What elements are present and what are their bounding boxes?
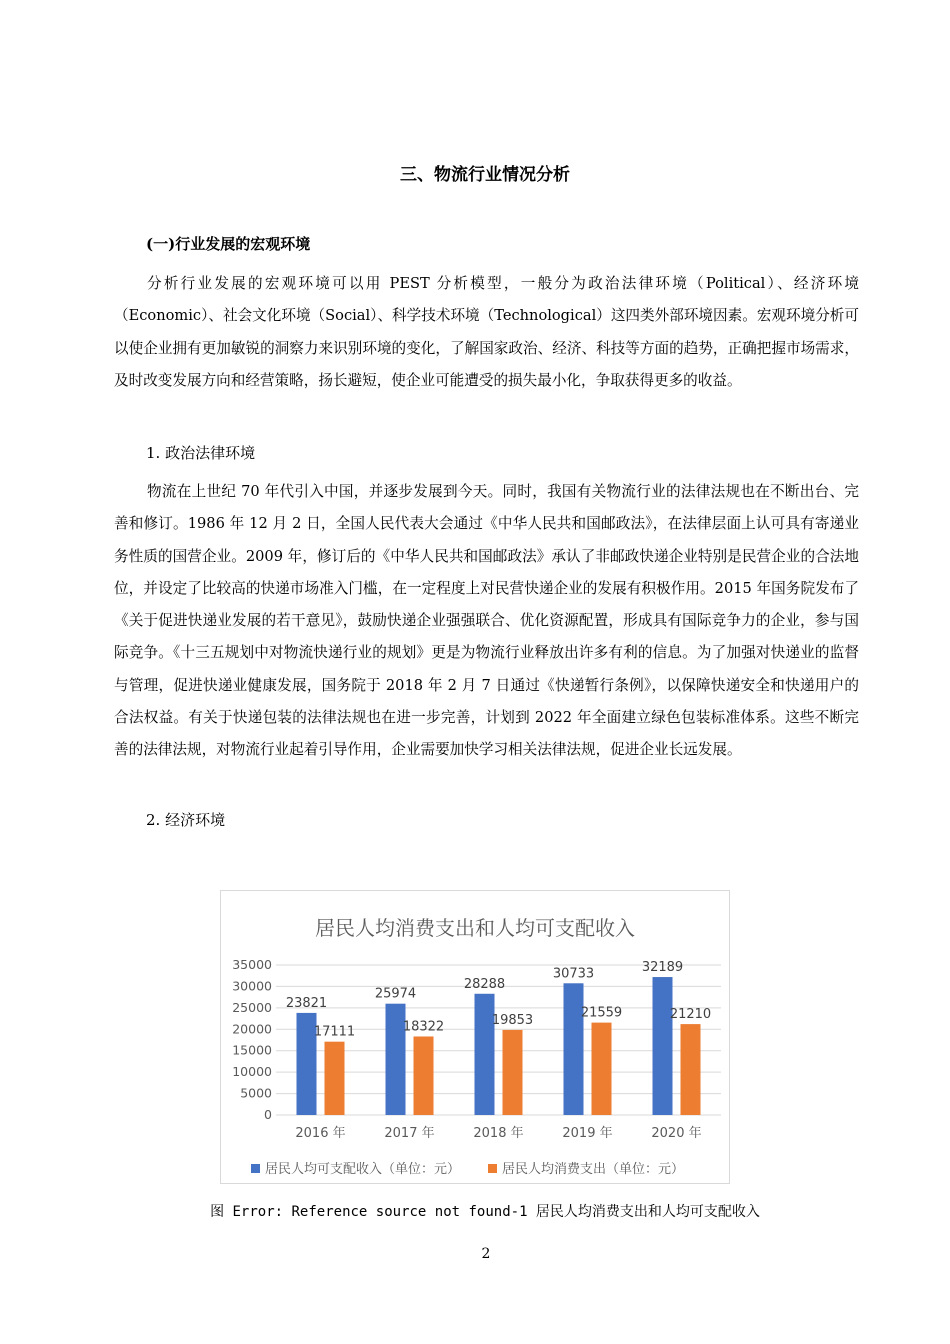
y-tick-label: 10000 xyxy=(232,1064,272,1080)
y-tick-label: 15000 xyxy=(232,1042,272,1058)
x-tick-label: 2016 年 xyxy=(295,1126,346,1141)
y-tick-label: 35000 xyxy=(232,957,272,972)
x-tick-label: 2019 年 xyxy=(562,1126,613,1141)
legend-label: 居民人均消费支出（单位：元） xyxy=(502,1162,685,1177)
data-label: 28288 xyxy=(463,976,506,992)
bar-income xyxy=(564,983,584,1115)
heading-political-legal: 1. 政治法律环境 xyxy=(146,444,256,462)
data-label: 30733 xyxy=(552,966,595,982)
bar-consumption xyxy=(592,1023,612,1115)
chart-title: 居民人均消费支出和人均可支配收入 xyxy=(315,916,635,940)
bar-income xyxy=(653,977,673,1115)
y-tick-label: 5000 xyxy=(240,1085,272,1101)
data-label: 21210 xyxy=(669,1007,712,1023)
data-label: 17111 xyxy=(313,1024,356,1040)
page-number: 2 xyxy=(481,1246,491,1262)
y-tick-label: 0 xyxy=(264,1107,272,1122)
data-label: 18322 xyxy=(402,1019,445,1035)
x-tick-label: 2020 年 xyxy=(651,1126,702,1141)
data-label: 19853 xyxy=(491,1012,534,1028)
legend-swatch xyxy=(251,1164,260,1173)
figure-caption: 图 Error: Reference source not found-1 居民人均消费支出和人均可支配收入 xyxy=(210,1204,760,1220)
paragraph-pest-intro: 分析行业发展的宏观环境可以用 PEST 分析模型，一般分为政治法律环境（Political）、经济环境（Economic）、社会文化环境（Social）、科学技术环境（Technological）这四类外部环境因素。宏观环境分析可以使企业拥有更加敏锐的洞察力来识别环境的变化，了解国家政治、经济、科技等方面的趋势，正确把握市场需求，及时改变发展方向和经营策略，扬长避短，使企业可能遭受的损失最小化，争取获得更多的收益。 xyxy=(114,275,859,389)
bar-consumption xyxy=(503,1030,523,1115)
income-consumption-chart xyxy=(220,890,730,1184)
bar-consumption xyxy=(681,1024,701,1115)
x-tick-label: 2018 年 xyxy=(473,1126,524,1141)
data-label: 32189 xyxy=(641,960,684,976)
y-tick-label: 30000 xyxy=(232,978,272,994)
y-tick-label: 25000 xyxy=(232,999,272,1015)
data-label: 21559 xyxy=(580,1005,623,1021)
section-title: 三、物流行业情况分析 xyxy=(400,165,570,185)
y-tick-label: 20000 xyxy=(232,1021,272,1037)
paragraph-political-legal: 物流在上世纪 70 年代引入中国，并逐步发展到今天。同时，我国有关物流行业的法律法规也在不断出台、完善和修订。1986 年 12 月 2 日，全国人民代表大会通过《中华人民共和国邮政法》，在法律层面上认可具有寄递业务性质的国营企业。2009 年，修订后的《中华人民共和国邮政法》承认了非邮政快递企业特别是民营企业的合法地位，并设定了比较高的快递市场准入门槛，在一定程度上对民营快递企业的发展有积极作用。2015 年国务院发布了《关于促进快递业发展的若干意见》，鼓励快递企业强强联合、优化资源配置，形成具有国际竞争力的企业，参与国际竞争。《十三五规划中对物流快递行业的规划》更是为物流行业释放出许多有利的信息。为了加强对快递业的监督与管理，促进快递业健康发展，国务院于 2018 年 2 月 7 日通过《快递暂行条例》，以保障快递安全和快递用户的合法权益。有关于快递包装的法律法规也在进一步完善，计划到 2022 年全面建立绿色包装标准体系。这些不断完善的法律法规，对物流行业起着引导作用，企业需要加快学习相关法律法规，促进企业长远发展。 xyxy=(114,483,859,759)
legend-label: 居民人均可支配收入（单位：元） xyxy=(265,1162,461,1177)
data-label: 25974 xyxy=(374,986,417,1002)
x-tick-label: 2017 年 xyxy=(384,1126,435,1141)
bar-consumption xyxy=(414,1036,434,1115)
bar-consumption xyxy=(325,1042,345,1115)
heading-economic: 2. 经济环境 xyxy=(146,811,226,829)
subsection-heading: (一)行业发展的宏观环境 xyxy=(146,235,311,253)
legend-swatch xyxy=(488,1164,497,1173)
data-label: 23821 xyxy=(285,995,328,1011)
